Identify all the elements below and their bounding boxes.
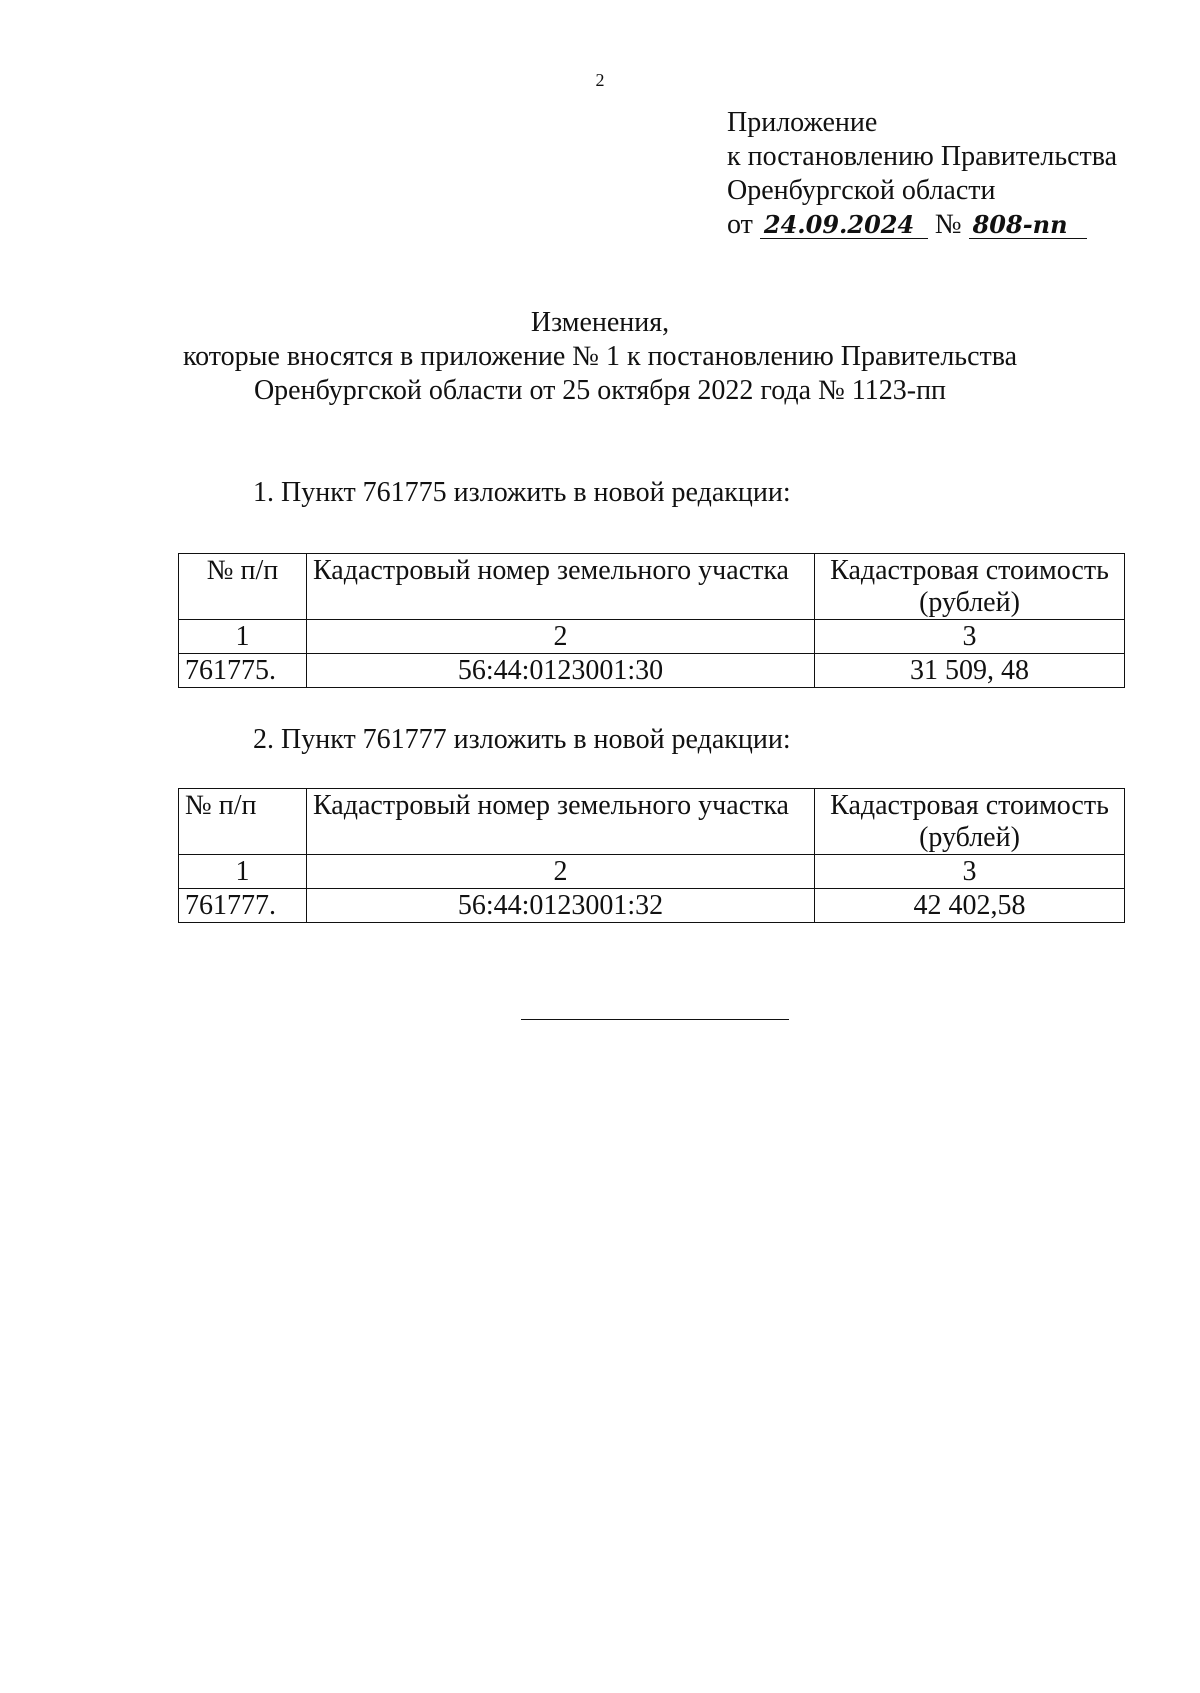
appendix-region-line: Оренбургской области <box>727 175 996 206</box>
handwritten-number: 808-пп <box>969 212 1087 239</box>
page-number: 2 <box>595 70 605 90</box>
table-column-number-row <box>179 620 1125 654</box>
title-line-2: которые вносятся в приложение № 1 к постановлению Правительства <box>182 341 1018 372</box>
table-row <box>179 889 1125 923</box>
appendix-date-number-line <box>727 208 1167 242</box>
column-number-cell: 1 <box>179 855 307 889</box>
cadastral-value-cell: 31 509, 48 <box>815 654 1125 688</box>
cadastral-number-cell: 56:44:0123001:30 <box>307 654 815 688</box>
table-header-row <box>179 554 1125 620</box>
column-number-cell: 2 <box>307 855 815 889</box>
header-cell-cadastral-number: Кадастровый номер земельного участка <box>307 554 815 620</box>
item-2-table <box>178 788 1125 923</box>
table-column-number-row <box>179 855 1125 889</box>
table-row <box>179 654 1125 688</box>
header-cell-no: № п/п <box>179 789 307 855</box>
table-header-row <box>179 789 1125 855</box>
handwritten-date: 24.09.2024 <box>760 212 928 239</box>
column-number-cell: 3 <box>815 855 1125 889</box>
title-line-3: Оренбургской области от 25 октября 2022 года № 1123-пп <box>253 375 947 406</box>
appendix-title: Приложение <box>727 107 878 138</box>
cadastral-value-cell: 42 402,58 <box>815 889 1125 923</box>
closing-divider <box>521 1019 789 1020</box>
document-title <box>0 306 1200 408</box>
title-line-1: Изменения, <box>530 307 670 338</box>
row-number-cell: 761777. <box>179 889 307 923</box>
row-number-cell: 761775. <box>179 654 307 688</box>
from-label: от <box>727 209 753 240</box>
cadastral-number-cell: 56:44:0123001:32 <box>307 889 815 923</box>
number-label: № <box>934 209 962 240</box>
column-number-cell: 2 <box>307 620 815 654</box>
column-number-cell: 3 <box>815 620 1125 654</box>
header-cell-cadastral-value: Кадастровая стоимость (рублей) <box>815 789 1125 855</box>
column-number-cell: 1 <box>179 620 307 654</box>
item-2-heading: 2. Пункт 761777 изложить в новой редакции: <box>253 724 791 755</box>
appendix-block <box>727 106 1167 242</box>
header-cell-cadastral-number: Кадастровый номер земельного участка <box>307 789 815 855</box>
item-1-table <box>178 553 1125 688</box>
header-cell-no: № п/п <box>179 554 307 620</box>
header-cell-cadastral-value: Кадастровая стоимость (рублей) <box>815 554 1125 620</box>
appendix-decree-line: к постановлению Правительства <box>727 141 1118 172</box>
item-1-heading: 1. Пункт 761775 изложить в новой редакции: <box>253 477 791 508</box>
